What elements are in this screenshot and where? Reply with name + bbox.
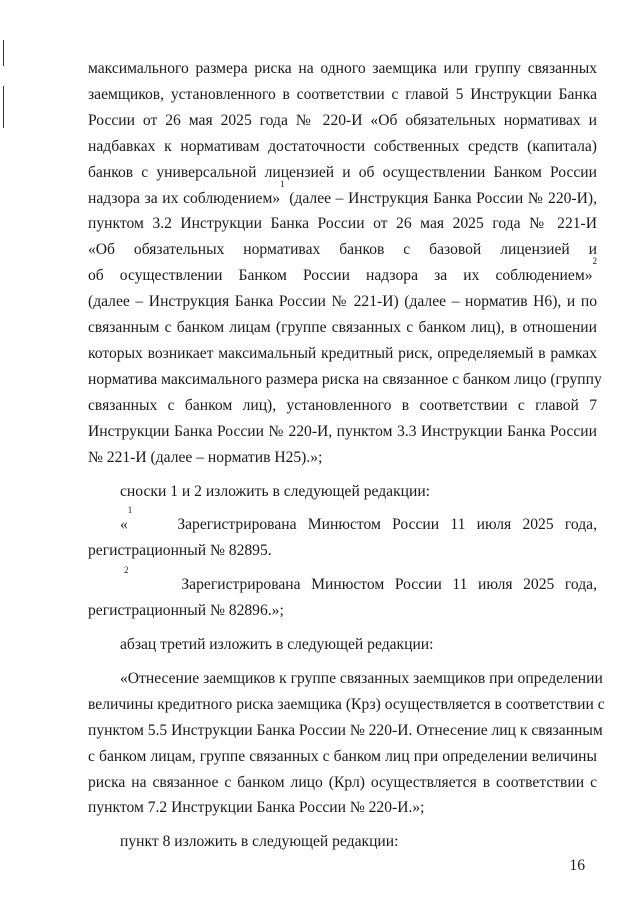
page-number: 16	[569, 857, 585, 874]
paragraph-3	[88, 666, 605, 821]
text-line: риска на связанное с банком лицо (Крл) осуществляется в соответствии с	[88, 773, 597, 791]
text-line: регистрационный № 82896.»;	[88, 602, 284, 620]
text-line: (далее – Инструкция Банка России № 221-И) (далее – норматив Н6), и по	[88, 293, 597, 311]
paragraph-3-intro: абзац третий изложить в следующей редакции:	[120, 636, 434, 654]
text-line: «Об обязательных нормативах банков с базовой лицензией и	[88, 241, 597, 259]
text-line: пунктом 5.5 Инструкции Банка России № 220-И. Отнесение лиц к связанным	[88, 721, 603, 739]
text-line: $^2$ Зарегистрирована Минюстом России 11 июля 2025 года,	[124, 565, 597, 594]
text-line: «Отнесение заемщиков к группе связанных заемщиков при определении	[120, 669, 603, 687]
footnote-1	[88, 505, 597, 564]
text-line: банков с универсальной лицензией и об осуществлении Банком России	[88, 163, 597, 181]
paragraph-continuation	[88, 56, 602, 471]
text-line: заемщиков, установленного в соответствии с главой 5 Инструкции Банка	[88, 85, 597, 103]
text-line: пунктом 7.2 Инструкции Банка России № 220-И.»;	[88, 799, 425, 817]
footnote-ref-2: 2	[592, 256, 597, 267]
text-line: величины кредитного риска заемщика (Крз) осуществляется в соответствии с	[88, 695, 605, 713]
text-line: норматива максимального размера риска на связанное с банком лицо (группу	[88, 370, 602, 388]
scan-margin-mark	[3, 40, 4, 66]
text-line: об осуществлении Банком России надзора за их соблюдением»$^2$	[88, 256, 597, 285]
text-line: связанным с банком лицам (группе связанных с банком лиц), в отношении	[88, 319, 597, 337]
scan-margin-mark	[3, 86, 4, 128]
text-line: пунктом 3.2 Инструкции Банка России от 26 мая 2025 года № 221-И	[88, 215, 597, 233]
document-body	[88, 56, 605, 855]
text-line: Инструкции Банка России № 220-И, пунктом 3.3 Инструкции Банка России	[88, 422, 597, 440]
text-line: связанных с банком лиц), установленного в соответствии с главой 7	[88, 396, 597, 414]
footnote-ref-1: 1	[280, 178, 285, 189]
text-line: № 221-И (далее – норматив Н25).»;	[88, 448, 323, 466]
text-line: которых возникает максимальный кредитный риск, определяемый в рамках	[88, 344, 597, 362]
text-line: надзора за их соблюдением»$^1$ (далее – Инструкция Банка России № 220-И),	[88, 178, 597, 207]
footnote-2	[88, 565, 597, 624]
text-line: регистрационный № 82895.	[88, 542, 272, 560]
point-8-intro: пункт 8 изложить в следующей редакции:	[120, 833, 399, 851]
text-line: максимального размера риска на одного заемщика или группу связанных	[88, 60, 597, 77]
text-line: надбавках к нормативам достаточности собственных средств (капитала)	[88, 137, 597, 155]
footnotes-intro: сноски 1 и 2 изложить в следующей редакции:	[120, 482, 431, 500]
text-line: с банком лицам, группе связанных с банком лиц при определении величины	[88, 747, 597, 765]
text-line: России от 26 мая 2025 года № 220-И «Об обязательных нормативах и	[88, 111, 597, 129]
text-line: «$^1$ Зарегистрирована Минюстом России 11 июля 2025 года,	[120, 505, 597, 534]
